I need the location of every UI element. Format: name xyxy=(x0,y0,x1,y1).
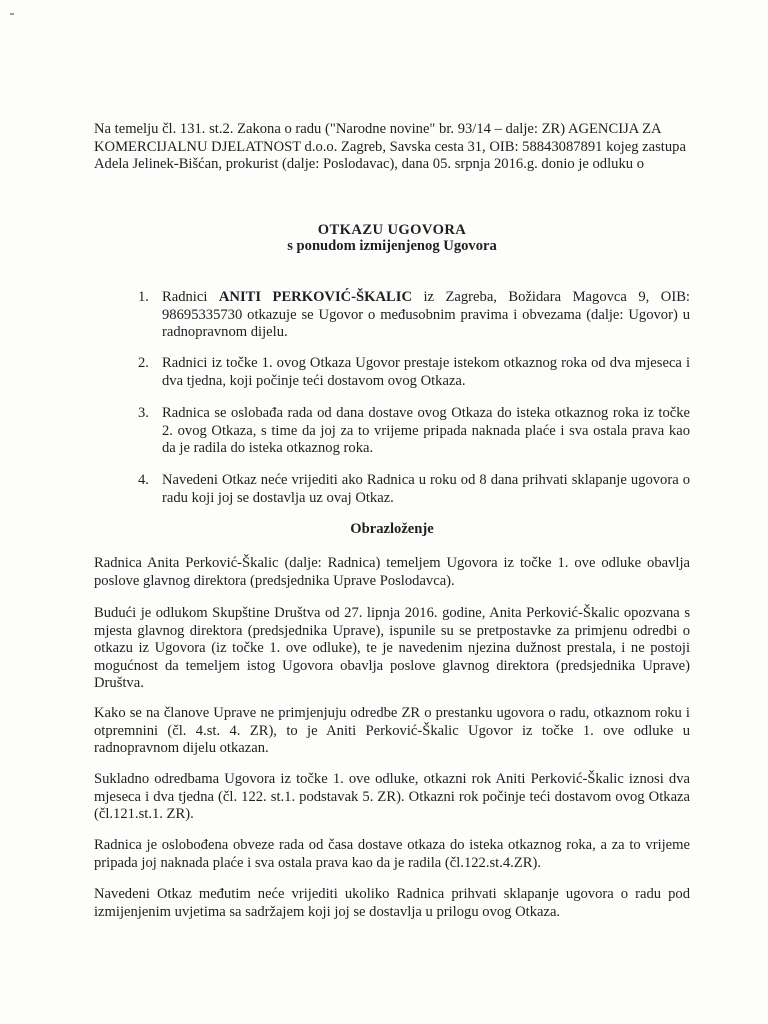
justification-paragraph-4: Sukladno odredbama Ugovora iz točke 1. ove odluke, otkazni rok Aniti Perković-Škalic iznosi dva mjeseca i dva tjedna (čl. 122. st.1. podstavak 5. ZR). Otkazni rok počinje teći dostavom ovog Otkaza (čl.121.st.1. ZR). xyxy=(94,771,690,822)
list-item-text xyxy=(162,289,690,342)
justification-paragraph-1: Radnica Anita Perković-Škalic (dalje: Radnica) temeljem Ugovora iz točke 1. ove odluke obavlja poslove glavnog direktora (predsjednika Uprave Poslodavca). xyxy=(94,555,690,589)
list-item-body: iz Zagreba, Božidara Magovca 9, OIB: 98695335730 otkazuje se Ugovor o međusobnim pravima i obvezama (dalje: Ugovor) u radnopravnom dijelu. xyxy=(162,289,690,340)
list-item-text: Navedeni Otkaz neće vrijediti ako Radnica u roku od 8 dana prihvati sklapanje ugovora o radu koji joj se dostavlja uz ovaj Otkaz. xyxy=(162,472,690,506)
list-item-number: 2. xyxy=(138,355,149,371)
justification-heading: Obrazloženje xyxy=(350,521,434,537)
list-item-prefix: Radnici xyxy=(162,289,219,305)
justification-paragraph-2: Budući je odlukom Skupštine Društva od 27. lipnja 2016. godine, Anita Perković-Škalic opozvana s mjesta glavnog direktora (predsjednika Uprave), ispunile su se pretpostavke za primjenu odredbi o otkazu iz Ugovora (iz točke 1. ove odluke), te je navedenim njezina dužnost prestala, i ne postoji mogućnost da temeljem istog Ugovora obavlja poslove glavnog direktora (predsjednika Uprave) Društva. xyxy=(94,605,690,691)
intro-paragraph: Na temelju čl. 131. st.2. Zakona o radu ("Narodne novine" br. 93/14 – dalje: ZR) AGENCIJA ZA KOMERCIJALNU DJELATNOST d.o.o. Zagreb, Savska cesta 31, OIB: 58843087891 kojeg zastupa Adela Jelinek-Bišćan, prokurist (dalje: Poslodavac), dana 05. srpnja 2016.g. donio je odluku o xyxy=(94,121,686,172)
list-item-text: Radnica se oslobađa rada od dana dostave ovog Otkaza do isteka otkaznog roka iz točke 2. ovog Otkaza, s time da joj za to vrijeme pripada naknada plaće i sva ostala prava kao da je radila do isteka otkaznog roka. xyxy=(162,405,690,456)
list-item-number: 4. xyxy=(138,472,149,488)
justification-paragraph-6: Navedeni Otkaz međutim neće vrijediti ukoliko Radnica prihvati sklapanje ugovora o radu pod izmijenjenim uvjetima sa sadržajem koji joj se dostavlja u prilogu ovog Otkaza. xyxy=(94,886,690,920)
list-item-text: Radnici iz točke 1. ovog Otkaza Ugovor prestaje istekom otkaznog roka od dva mjeseca i dva tjedna, koji počinje teći dostavom ovog Otkaza. xyxy=(162,355,690,389)
employee-name: ANITI PERKOVIĆ-ŠKALIC xyxy=(218,289,412,305)
scan-mark xyxy=(10,13,14,15)
document-subtitle: s ponudom izmijenjenog Ugovora xyxy=(287,238,497,254)
list-item-number: 1. xyxy=(138,289,149,305)
document-title: OTKAZU UGOVORA xyxy=(317,222,467,238)
justification-paragraph-3: Kako se na članove Uprave ne primjenjuju odredbe ZR o prestanku ugovora o radu, otkaznom roku i otpremnini (čl. 4.st. 4. ZR), to je Aniti Perković-Škalic Ugovor iz točke 1. ove odluke u radnopravnom dijelu otkazan. xyxy=(94,705,690,756)
list-item-number: 3. xyxy=(138,405,149,421)
justification-paragraph-5: Radnica je oslobođena obveze rada od časa dostave otkaza do isteka otkaznog roka, a za to vrijeme pripada joj naknada plaće i sva ostala prava kao da je radila (čl.122.st.4.ZR). xyxy=(94,837,690,871)
